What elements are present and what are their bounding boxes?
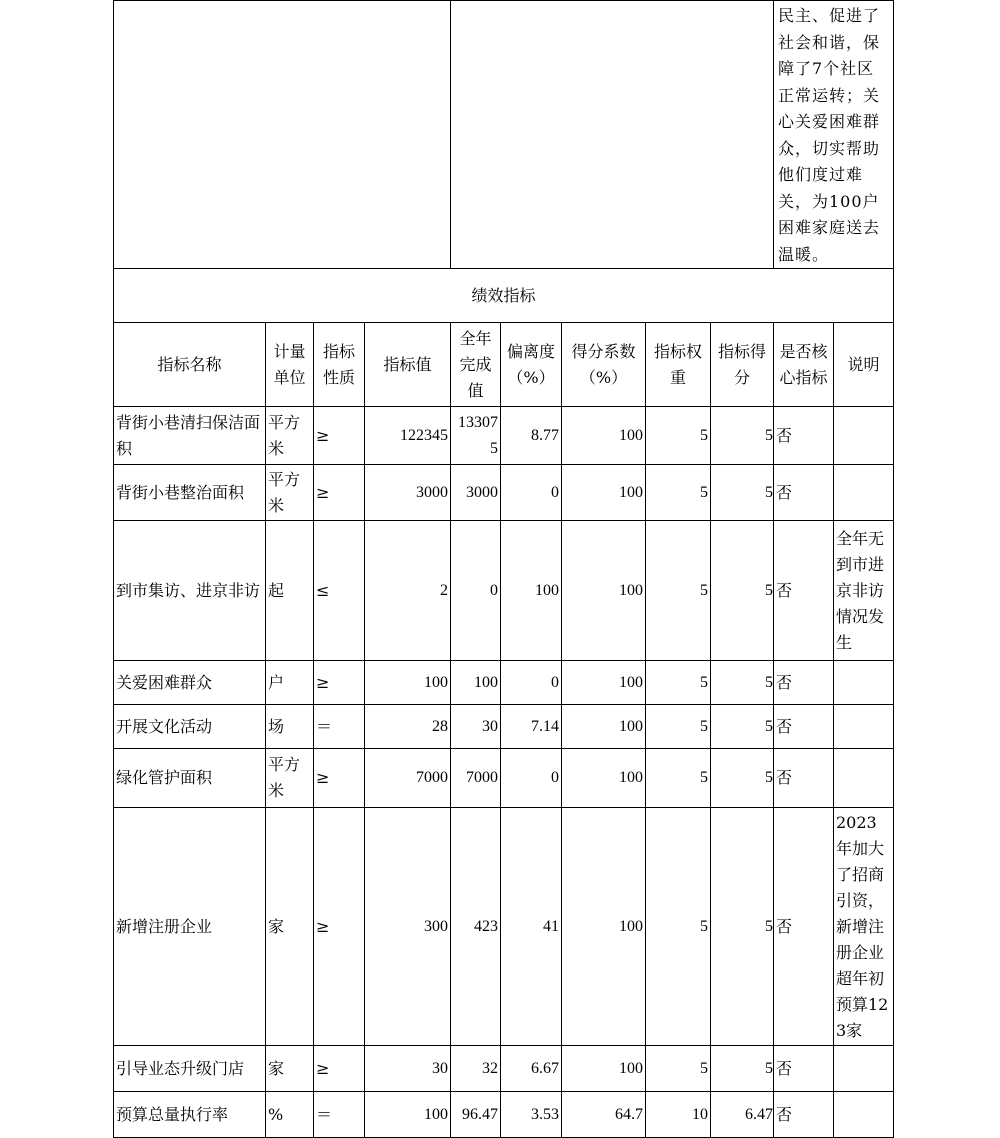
table-row <box>114 808 894 1046</box>
row-actual: 32 <box>451 1046 501 1092</box>
row-name: 到市集访、进京非访 <box>114 521 266 661</box>
row-score: 5 <box>711 705 774 749</box>
row-actual: 30 <box>451 705 501 749</box>
row-unit: 平方米 <box>266 749 314 808</box>
row-unit: 家 <box>266 808 314 1046</box>
row-note <box>834 407 894 465</box>
row-deviation: 0 <box>501 661 562 705</box>
row-deviation: 0 <box>501 465 562 521</box>
row-core: 否 <box>774 521 834 661</box>
row-actual: 3000 <box>451 465 501 521</box>
row-target: 7000 <box>365 749 451 808</box>
row-score: 5 <box>711 808 774 1046</box>
row-weight: 5 <box>646 749 711 808</box>
row-core: 否 <box>774 407 834 465</box>
row-nature: ≥ <box>314 465 365 521</box>
row-nature: ≥ <box>314 749 365 808</box>
row-target: 30 <box>365 1046 451 1092</box>
table-row <box>114 1092 894 1138</box>
row-actual: 423 <box>451 808 501 1046</box>
row-actual: 0 <box>451 521 501 661</box>
row-weight: 5 <box>646 705 711 749</box>
row-core: 否 <box>774 465 834 521</box>
row-core: 否 <box>774 1046 834 1092</box>
row-note: 2023年加大了招商引资，新增注册企业超年初预算123家 <box>834 808 894 1046</box>
header-nature: 指标性质 <box>314 323 365 407</box>
header-row <box>114 323 894 407</box>
row-note <box>834 749 894 808</box>
row-score: 5 <box>711 1046 774 1092</box>
row-weight: 5 <box>646 808 711 1046</box>
row-coef: 100 <box>562 465 646 521</box>
row-weight: 5 <box>646 521 711 661</box>
carryover-row <box>114 1 894 269</box>
header-core: 是否核心指标 <box>774 323 834 407</box>
row-name: 关爱困难群众 <box>114 661 266 705</box>
row-score: 5 <box>711 465 774 521</box>
row-score: 5 <box>711 661 774 705</box>
table-row <box>114 749 894 808</box>
row-coef: 100 <box>562 749 646 808</box>
table-row <box>114 705 894 749</box>
section-row <box>114 269 894 323</box>
row-weight: 10 <box>646 1092 711 1138</box>
row-name: 背街小巷整治面积 <box>114 465 266 521</box>
row-unit: 场 <box>266 705 314 749</box>
row-unit: % <box>266 1092 314 1138</box>
header-coef: 得分系数（%） <box>562 323 646 407</box>
row-name: 背街小巷清扫保洁面积 <box>114 407 266 465</box>
header-target: 指标值 <box>365 323 451 407</box>
row-target: 3000 <box>365 465 451 521</box>
row-deviation: 8.77 <box>501 407 562 465</box>
row-coef: 100 <box>562 521 646 661</box>
row-coef: 100 <box>562 661 646 705</box>
row-coef: 64.7 <box>562 1092 646 1138</box>
row-core: 否 <box>774 749 834 808</box>
row-weight: 5 <box>646 465 711 521</box>
row-nature: ≤ <box>314 521 365 661</box>
table-row <box>114 661 894 705</box>
row-unit: 平方米 <box>266 407 314 465</box>
summary-text-cell <box>774 1 894 269</box>
row-unit: 家 <box>266 1046 314 1092</box>
row-nature: ＝ <box>314 1092 365 1138</box>
row-deviation: 6.67 <box>501 1046 562 1092</box>
header-note: 说明 <box>834 323 894 407</box>
row-actual: 133075 <box>451 407 501 465</box>
row-deviation: 100 <box>501 521 562 661</box>
row-note <box>834 661 894 705</box>
header-unit: 计量单位 <box>266 323 314 407</box>
row-unit: 起 <box>266 521 314 661</box>
row-target: 28 <box>365 705 451 749</box>
table-row <box>114 465 894 521</box>
row-actual: 7000 <box>451 749 501 808</box>
row-note <box>834 705 894 749</box>
row-unit: 平方米 <box>266 465 314 521</box>
empty-cell <box>114 1 451 269</box>
table-row <box>114 1046 894 1092</box>
row-name: 新增注册企业 <box>114 808 266 1046</box>
row-score: 5 <box>711 749 774 808</box>
row-name: 引导业态升级门店 <box>114 1046 266 1092</box>
row-deviation: 41 <box>501 808 562 1046</box>
row-score: 5 <box>711 521 774 661</box>
row-deviation: 7.14 <box>501 705 562 749</box>
row-score: 5 <box>711 407 774 465</box>
row-deviation: 3.53 <box>501 1092 562 1138</box>
row-target: 300 <box>365 808 451 1046</box>
row-note: 全年无到市进京非访情况发生 <box>834 521 894 661</box>
row-nature: ＝ <box>314 705 365 749</box>
performance-table <box>113 0 894 1138</box>
header-name: 指标名称 <box>114 323 266 407</box>
row-name: 开展文化活动 <box>114 705 266 749</box>
row-coef: 100 <box>562 407 646 465</box>
row-note <box>834 465 894 521</box>
table-row <box>114 521 894 661</box>
row-actual: 100 <box>451 661 501 705</box>
row-note <box>834 1046 894 1092</box>
summary-text: 民主、促进了社会和谐，保障了7个社区正常运转；关心关爱困难群众，切实帮助他们度过难关，为100户困难家庭送去温暖。 <box>778 6 881 264</box>
row-coef: 100 <box>562 705 646 749</box>
header-actual: 全年完成值 <box>451 323 501 407</box>
table-body <box>114 407 894 1138</box>
row-coef: 100 <box>562 1046 646 1092</box>
header-weight: 指标权重 <box>646 323 711 407</box>
empty-cell <box>451 1 774 269</box>
row-actual: 96.47 <box>451 1092 501 1138</box>
section-title: 绩效指标 <box>114 269 894 323</box>
row-weight: 5 <box>646 407 711 465</box>
row-core: 否 <box>774 661 834 705</box>
header-deviation: 偏离度（%） <box>501 323 562 407</box>
row-weight: 5 <box>646 661 711 705</box>
row-weight: 5 <box>646 1046 711 1092</box>
header-score: 指标得分 <box>711 323 774 407</box>
row-target: 2 <box>365 521 451 661</box>
row-core: 否 <box>774 705 834 749</box>
row-nature: ≥ <box>314 407 365 465</box>
row-nature: ≥ <box>314 808 365 1046</box>
row-note <box>834 1092 894 1138</box>
row-target: 100 <box>365 1092 451 1138</box>
row-name: 绿化管护面积 <box>114 749 266 808</box>
row-deviation: 0 <box>501 749 562 808</box>
row-nature: ≥ <box>314 1046 365 1092</box>
row-core: 否 <box>774 808 834 1046</box>
row-coef: 100 <box>562 808 646 1046</box>
row-unit: 户 <box>266 661 314 705</box>
row-score: 6.47 <box>711 1092 774 1138</box>
row-name: 预算总量执行率 <box>114 1092 266 1138</box>
row-target: 100 <box>365 661 451 705</box>
row-core: 否 <box>774 1092 834 1138</box>
row-target: 122345 <box>365 407 451 465</box>
table-row <box>114 407 894 465</box>
row-nature: ≥ <box>314 661 365 705</box>
